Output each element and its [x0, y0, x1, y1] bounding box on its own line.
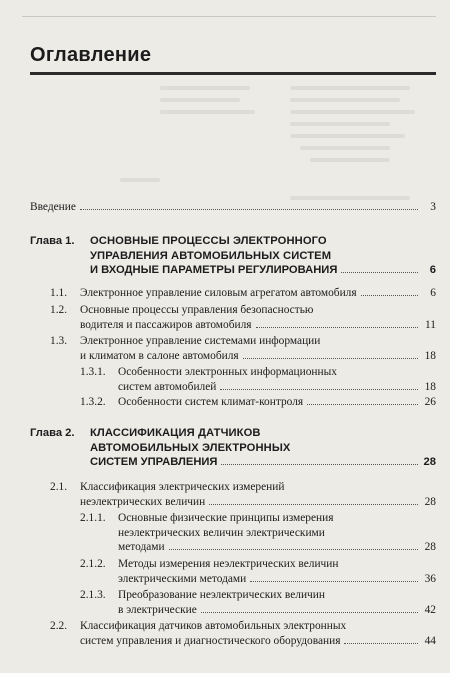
- subsection-title: Особенности систем климат-контроля: [118, 396, 304, 408]
- chapter-1-title-line: ОСНОВНЫЕ ПРОЦЕССЫ ЭЛЕКТРОННОГО: [90, 235, 327, 247]
- section-page: 44: [424, 634, 436, 647]
- leader-dots: [209, 495, 418, 505]
- leader-dots: [221, 455, 418, 465]
- leader-dots: [341, 263, 418, 273]
- leader-dots: [201, 603, 418, 613]
- section-number: 1.2.: [50, 304, 68, 316]
- section-page: 18: [424, 349, 436, 362]
- subsection-page: 42: [424, 603, 436, 616]
- chapter-2-title-line: СИСТЕМ УПРАВЛЕНИЯ: [90, 456, 218, 469]
- subsection-title: систем автомобилей: [118, 380, 217, 393]
- section-title: и климатом в салоне автомобиля: [80, 349, 239, 362]
- title-rule: [30, 72, 436, 75]
- leader-dots: [169, 540, 418, 550]
- subsection-page: 28: [424, 541, 436, 554]
- subsection-number: 1.3.1.: [80, 366, 106, 378]
- chapter-2-title-line: КЛАССИФИКАЦИЯ ДАТЧИКОВ: [90, 427, 261, 439]
- toc-entry-chapter-2[interactable]: [30, 426, 436, 470]
- section-number: 1.1.: [50, 287, 68, 299]
- section-page: 6: [430, 287, 436, 299]
- subsection-title: электрическими методами: [118, 572, 247, 585]
- subsection-title: неэлектрических величин электрическими: [118, 526, 325, 539]
- page-title: Оглавление: [30, 44, 152, 66]
- subsection-number: 2.1.3.: [80, 589, 106, 601]
- header-rule: [22, 16, 436, 17]
- subsection-page: 18: [424, 380, 436, 393]
- subsection-number: 2.1.2.: [80, 558, 106, 570]
- section-number: 1.3.: [50, 335, 68, 347]
- toc-entry-intro[interactable]: [30, 200, 436, 215]
- leader-dots: [220, 380, 418, 390]
- show-through-text: [40, 78, 430, 208]
- section-page: 11: [425, 318, 436, 331]
- toc-entry-chapter-1[interactable]: [30, 234, 436, 278]
- section-title: Классификация датчиков автомобильных электронных: [80, 620, 347, 632]
- subsection-page: 26: [424, 396, 436, 408]
- toc-intro-page: 3: [430, 201, 436, 213]
- leader-dots: [361, 286, 418, 296]
- subsection-title: Методы измерения неэлектрических величин: [118, 558, 339, 570]
- section-number: 2.1.: [50, 481, 68, 493]
- section-title: Основные процессы управления безопасностью: [80, 304, 314, 316]
- section-title: неэлектрических величин: [80, 495, 206, 508]
- toc-intro-label: Введение: [30, 201, 76, 213]
- chapter-1-page: 6: [429, 264, 436, 277]
- chapter-2-page: 28: [423, 456, 436, 469]
- leader-dots: [80, 200, 418, 210]
- subsection-title: в электрические: [118, 603, 197, 616]
- section-number: 2.2.: [50, 620, 68, 632]
- chapter-1-title-line: И ВХОДНЫЕ ПАРАМЕТРЫ РЕГУЛИРОВАНИЯ: [90, 264, 338, 277]
- subsection-number: 2.1.1.: [80, 512, 106, 524]
- section-title: систем управления и диагностического оборудования: [80, 634, 341, 647]
- section-title: Электронное управление силовым агрегатом автомобиля: [80, 287, 357, 299]
- leader-dots: [344, 634, 418, 644]
- subsection-title: Основные физические принципы измерения: [118, 512, 334, 524]
- chapter-2-number: Глава 2.: [30, 427, 75, 439]
- section-page: 28: [424, 495, 436, 508]
- chapter-1-number: Глава 1.: [30, 235, 75, 247]
- leader-dots: [256, 318, 418, 328]
- subsection-number: 1.3.2.: [80, 396, 106, 408]
- leader-dots: [250, 572, 418, 582]
- subsection-title: Преобразование неэлектрических величин: [118, 589, 325, 601]
- section-title: Классификация электрических измерений: [80, 481, 285, 493]
- leader-dots: [243, 349, 418, 359]
- subsection-page: 36: [424, 572, 436, 585]
- section-title: водителя и пассажиров автомобиля: [80, 318, 252, 331]
- subsection-title: Особенности электронных информационных: [118, 366, 337, 378]
- chapter-1-title-line: УПРАВЛЕНИЯ АВТОМОБИЛЬНЫХ СИСТЕМ: [90, 249, 332, 262]
- chapter-2-title-line: АВТОМОБИЛЬНЫХ ЭЛЕКТРОННЫХ: [90, 441, 291, 454]
- subsection-title: методами: [118, 541, 165, 554]
- leader-dots: [307, 395, 418, 405]
- section-title: Электронное управление системами информации: [80, 335, 321, 347]
